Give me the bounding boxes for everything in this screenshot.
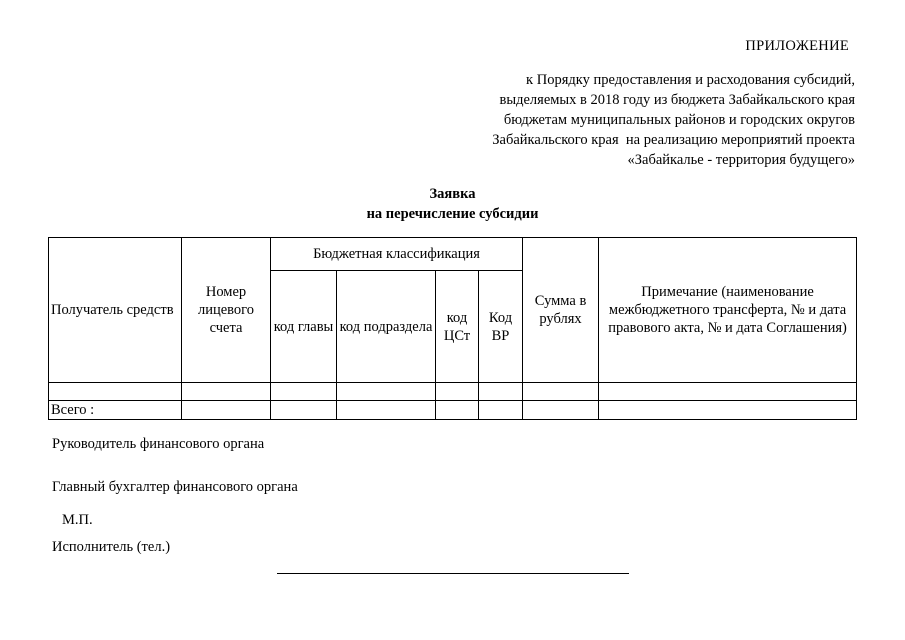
cell-section-code[interactable] — [337, 383, 436, 401]
executor-phone: Исполнитель (тел.) — [52, 539, 171, 555]
header-note: Примечание (наименование межбюджетного трансферта, № и дата правового акта, № и дата Соглашения) — [599, 238, 857, 383]
total-row — [49, 401, 857, 420]
header-account-number: Номер лицевого счета — [182, 238, 271, 383]
header-budget-classification: Бюджетная классификация — [271, 238, 523, 271]
document-title: Заявка — [429, 186, 476, 202]
cell-amount[interactable] — [523, 383, 599, 401]
header-amount: Сумма в рублях — [523, 238, 599, 383]
document-subtitle: на перечисление субсидии — [366, 206, 539, 222]
appendix-title: ПРИЛОЖЕНИЕ — [745, 38, 849, 54]
cell-cst-code[interactable] — [436, 383, 479, 401]
document-heading — [0, 184, 905, 224]
appendix-line: бюджетам муниципальных районов и городских округов — [503, 112, 855, 128]
header-section-code: код подраздела — [337, 271, 436, 383]
total-cell — [337, 401, 436, 420]
cell-chapter-code[interactable] — [271, 383, 337, 401]
cell-vr-code[interactable] — [479, 383, 523, 401]
total-cell — [436, 401, 479, 420]
appendix-line: Забайкальского края на реализацию мероприятий проекта — [492, 132, 855, 148]
appendix-line: «Забайкалье - территория будущего» — [627, 152, 855, 168]
appendix-line: к Порядку предоставления и расходования субсидий, — [526, 72, 855, 88]
header-cst-code: код ЦСт — [436, 271, 479, 383]
header-chapter-code: код главы — [271, 271, 337, 383]
header-recipient: Получатель средств — [49, 238, 182, 383]
subsidy-request-table — [48, 237, 857, 420]
cell-recipient[interactable] — [49, 383, 182, 401]
table-row — [49, 383, 857, 401]
total-cell — [271, 401, 337, 420]
appendix-reference — [492, 70, 855, 170]
stamp-placeholder: М.П. — [62, 512, 93, 528]
total-amount-cell[interactable] — [523, 401, 599, 420]
header-vr-code: Код ВР — [479, 271, 523, 383]
cell-account-number[interactable] — [182, 383, 271, 401]
total-cell — [182, 401, 271, 420]
cell-note[interactable] — [599, 383, 857, 401]
total-cell — [479, 401, 523, 420]
signature-head: Руководитель финансового органа — [52, 436, 265, 452]
signature-accountant: Главный бухгалтер финансового органа — [52, 479, 298, 495]
divider-line — [277, 573, 629, 574]
total-cell — [599, 401, 857, 420]
total-label: Всего : — [49, 401, 182, 420]
appendix-line: выделяемых в 2018 году из бюджета Забайкальского края — [499, 92, 855, 108]
